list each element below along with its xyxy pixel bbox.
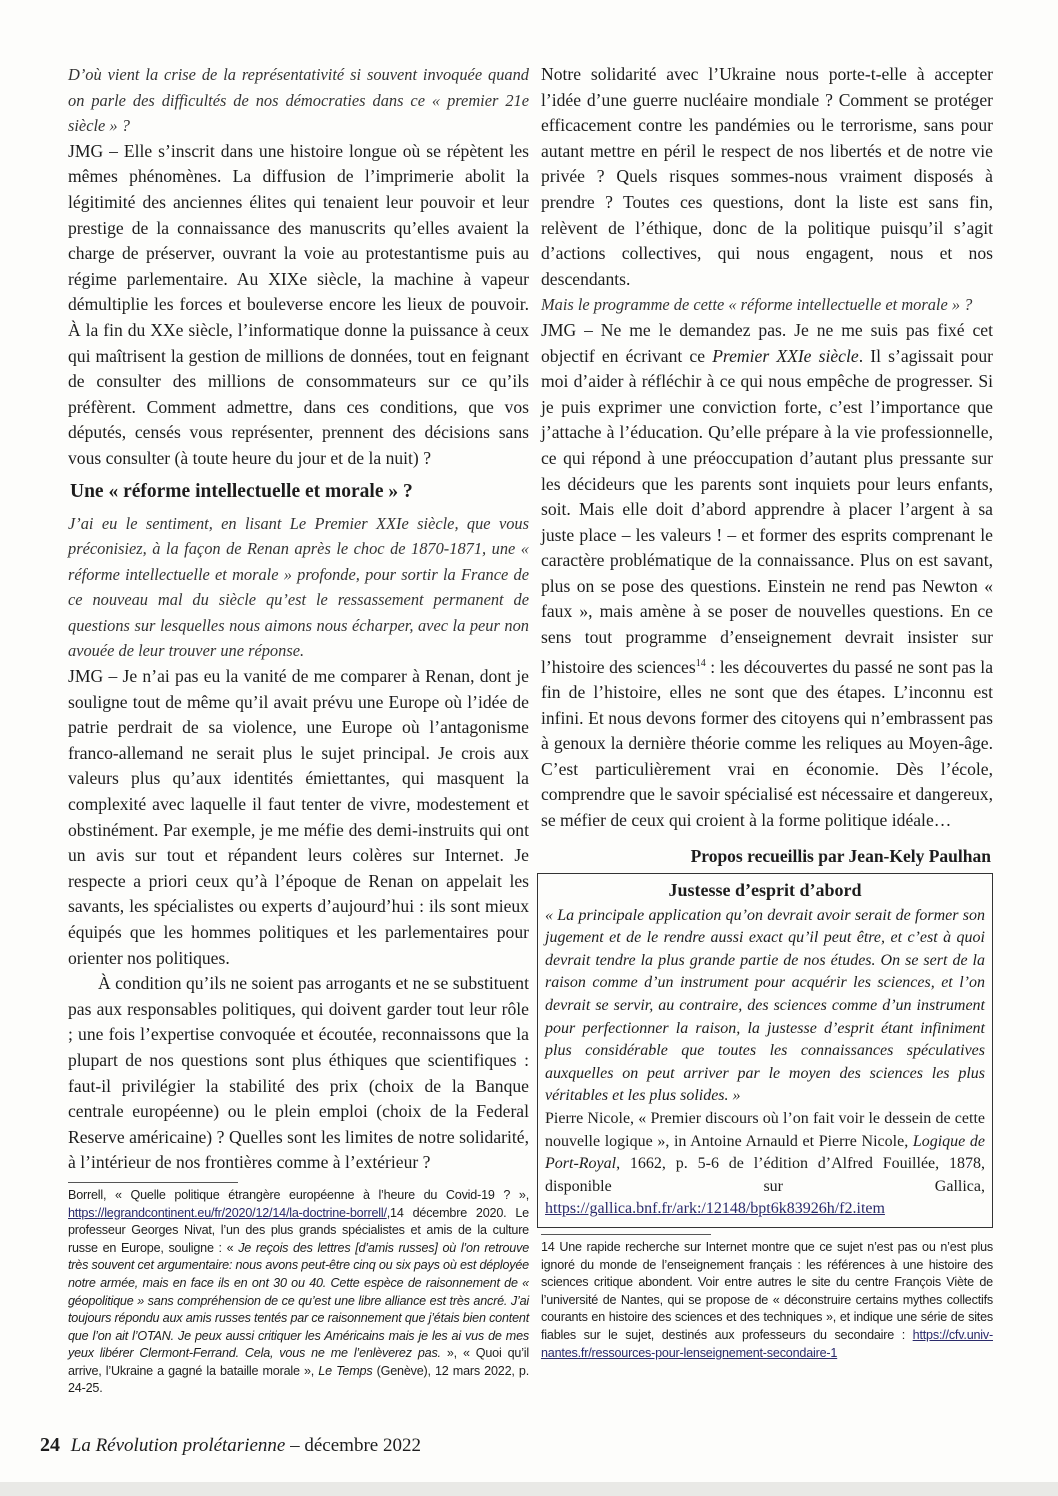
- signature: Propos recueillis par Jean-Kely Paulhan: [690, 845, 991, 866]
- footnote-link[interactable]: https://cfv.univ-nantes.fr/ressources-pour-lenseignement-secondaire-1: [541, 1327, 993, 1360]
- footnote-text: ,14 décembre 2020. Le professeur Georges Nivat, l’un des plus grands spécialistes et amis de la culture russe en Europe, souligne : «: [68, 1205, 529, 1255]
- footnote-14: [541, 1239, 993, 1362]
- footnote-text: Borrell, « Quelle politique étrangère européenne à l’heure du Covid-19 ? »,: [68, 1187, 529, 1202]
- paragraph-solidarity: Notre solidarité avec l’Ukraine nous porte-t-elle à accepter l’idée d’une guerre nucléaire mondiale ? Comment se protéger efficacement contre les pandémies ou le terrorisme, sans pour autant mettre en péril le respect de nos libertés et de notre vie privée ? Quels risques sommes-nous vraiment disposés à prendre ? Toutes ces questions, dont la liste est sans fin, relèvent de l’éthique, donc de la politique puisqu’il s’agit d’actions collectives, qui nous engagent, nous et nos descendants.: [541, 64, 993, 289]
- answer-1: JMG – Elle s’inscrit dans une histoire longue où se répètent les mêmes phénomènes. La diffusion de l’imprimerie abolit la légitimité des anciennes élites qui tenaient leur pouvoir et leur prestige de la connaissance des manuscrits qu’elles avaient la charge de préserver, ouvrant la voie au protestantisme puis au régime parlementaire. Au XIXe siècle, la machine à vapeur démultiplie les forces et bouleverse encore les lieux de pouvoir. À la fin du XXe siècle, l’informatique donne la puissance à ceux qui maîtrisent la gestion de millions de données, tout en feignant de consulter des millions de consommateurs sur ce qu’ils préfèrent. Comment admettre, dans ces conditions, que vos députés, censés vous représenter, prennent des décisions sans vous consulter (à toute heure du jour et de la nuit) ?: [68, 140, 529, 468]
- sidebar-box: [537, 873, 993, 1228]
- answer-4: [541, 318, 993, 834]
- section-heading: Une « réforme intellectuelle et morale » ?: [70, 480, 413, 502]
- right-column: [541, 62, 993, 1362]
- page-footer: [40, 1434, 421, 1457]
- issue-date: – décembre 2022: [290, 1435, 421, 1456]
- page-number: 24: [40, 1434, 60, 1456]
- question-2: J’ai eu le sentiment, en lisant Le Premier XXIe siècle, que vous préconisiez, à la façon de Renan après le choc de 1870-1871, une « réforme intellectuelle et morale » profonde, pour sortir la France de ce nouveau mal du siècle qu’est le ressassement permanent de questions sur lesquelles nous aimons nous écharper, avec la peur non avouée de leur trouver une réponse.: [68, 513, 529, 661]
- source-title: Logique de Port-Royal: [545, 1132, 986, 1173]
- answer-text: JMG – Ne me le demandez pas. Je ne me suis pas fixé cet objectif en écrivant ce: [541, 319, 993, 366]
- scan-edge: [0, 1482, 1058, 1496]
- left-column: [68, 62, 529, 1398]
- question-3: Mais le programme de cette « réforme intellectuelle et morale » ?: [541, 295, 973, 315]
- box-source: [545, 1108, 985, 1221]
- footnote-quote: Je reçois des lettres [d’amis russes] où l’on retrouve très souvent cet argumentaire: nous avons peut-être cinq ou six pays où est déployée notre armée, mais en face ils en ont 30 ou 40. Cette espèce de raisonnement de « géopolitique » sans compréhension de ce qu’est une libre alliance est très ancré. J’ai toujours répondu aux amis russes tentés par ce raisonnement que j’étais bien content que l’on ait l’OTAN. Je peux aussi critiquer les Américains mais je les ai vus de mes yeux libérer Clermont-Ferrand. Cela, vous ne me l’enlèverez pas.: [68, 1240, 530, 1361]
- question-1: D’où vient la crise de la représentativité si souvent invoquée quand on parle des difficultés de nos démocraties dans ce « premier 21e siècle » ?: [68, 65, 529, 136]
- footnote-newspaper: Le Temps: [318, 1363, 373, 1378]
- source-text: , 1662, p. 5-6 de l’édition d’Alfred Fouillée, 1878, disponible sur Gallica,: [545, 1155, 985, 1195]
- answer-3: À condition qu’ils ne soient pas arrogants et ne se substituent pas aux responsables politiques, qui doivent garder tout leur rôle ; une fois l’expertise convoquée et écoutée, reconnaissons que la plupart de nos questions sont plus éthiques que scientifiques : faut-il privilégier la stabilité des prix (choix de la Banque centrale européenne) ou le plein emploi (choix de la Federal Reserve américaine) ? Quelles sont les limites de notre solidarité, à l’intérieur de nos frontières comme à l’extérieur ?: [68, 973, 529, 1173]
- journal-name: La Révolution prolétarienne: [70, 1435, 286, 1456]
- footnote-divider: [68, 1182, 238, 1183]
- footnote-borrell: [68, 1187, 529, 1398]
- box-title: Justesse d’esprit d’abord: [668, 879, 862, 900]
- footnote-text: », « Quoi qu’il arrive, l’Ukraine a gagné la bataille morale »,: [68, 1346, 529, 1378]
- box-quote: « La principale application qu’on devrait avoir serait de former son jugement et de le rendre aussi exact qu’il peut être, et c’est à quoi devrait tendre la plus grande partie de nos études. On se sert de la raison comme d’un instrument pour acquérir les sciences, et l’on devrait se servir, au contraire, des sciences comme d’un instrument pour perfectionner la raison, la justesse d’esprit étant infiniment plus considérable que toutes les connaissances spéculatives auxquelles on peut arriver par le moyen des sciences les plus véritables et les plus solides. »: [545, 906, 985, 1105]
- answer-text: : les découvertes du passé ne sont pas la fin de l’histoire, elles ne sont que des étapes. L’inconnu est infini. Et nous devons former des citoyens qui n’embrassent pas à genoux la dernière théorie comme les reliques au Moyen-âge. C’est particulièrement vrai en économie. Dès l’école, comprendre que le savoir spécialisé est nécessaire et dangereux, se méfier de ceux qui croient à la forme politique idéale…: [541, 656, 993, 831]
- book-title: Premier XXIe siècle: [712, 345, 859, 366]
- gallica-link[interactable]: https://gallica.bnf.fr/ark:/12148/bpt6k83926h/f2.item: [545, 1200, 885, 1218]
- footnote-link[interactable]: https://legrandcontinent.eu/fr/2020/12/14/la-doctrine-borrell/: [68, 1205, 387, 1220]
- footnote-text: (Genève), 12 mars 2022, p. 24-25.: [68, 1363, 529, 1396]
- source-text: Pierre Nicole, « Premier discours où l’on fait voir le dessein de cette nouvelle logique », in Antoine Arnauld et Pierre Nicole,: [545, 1110, 985, 1150]
- answer-text: . Il s’agissait pour moi d’aider à réfléchir à ce qui nous empêche de progresser. Si je puis exprimer une conviction forte, c’est l’importance que j’attache à l’éducation. Qu’elle prépare à la vie professionnelle, ce qui répond à une préoccupation d’autant plus pressante sur les décideurs que les parents sont inquiets pour leurs enfants, soit. Mais elle doit d’abord apprendre à placer l’argent à sa juste place – les valeurs ! – et former des esprits comprenant le caractère problématique de la connaissance. Plus on est savant, plus on se pose des questions. Einstein ne rend pas Newton « faux », mais amène à se poser de nouvelles questions. En ce sens tout programme d’enseignement devrait insister sur l’histoire des sciences: [541, 345, 993, 677]
- footnote-divider: [541, 1234, 711, 1235]
- footnote-text: 14 Une rapide recherche sur Internet montre que ce sujet n’est pas ou n’est plus ignoré du monde de l’enseignement français : les références à une histoire des sciences critique abondent. Voir entre autres le site du centre François Viète de l’université de Nantes, qui se propose de « déconstruire certains mythes collectifs courants en histoire des sciences et des techniques », et indique une série de sites fiables sur le sujet, destinés aux professeurs du secondaire :: [541, 1239, 993, 1342]
- footnote-reference: 14: [695, 657, 706, 669]
- answer-2: JMG – Je n’ai pas eu la vanité de me comparer à Renan, dont je souligne tout de même qu’il avait prévu une Europe où l’idée de patrie perdrait de sa violence, une Europe où l’antagonisme franco-allemand ne serait plus le sujet principal. Je crois aux valeurs plus qu’aux identités émiettantes, qui masquent la complexité avec laquelle il faut tenter de vivre, modestement et obstinément. Par exemple, je me méfie des demi-instruits qui ont un avis sur tout et répandent leurs colères sur Internet. Je respecte a priori ceux qu’à l’époque de Renan on appelait les savants, les spécialistes ou experts d’aujourd’hui : ils sont mieux équipés que les hommes politiques et les parlementaires pour orienter nos politiques.: [68, 666, 529, 968]
